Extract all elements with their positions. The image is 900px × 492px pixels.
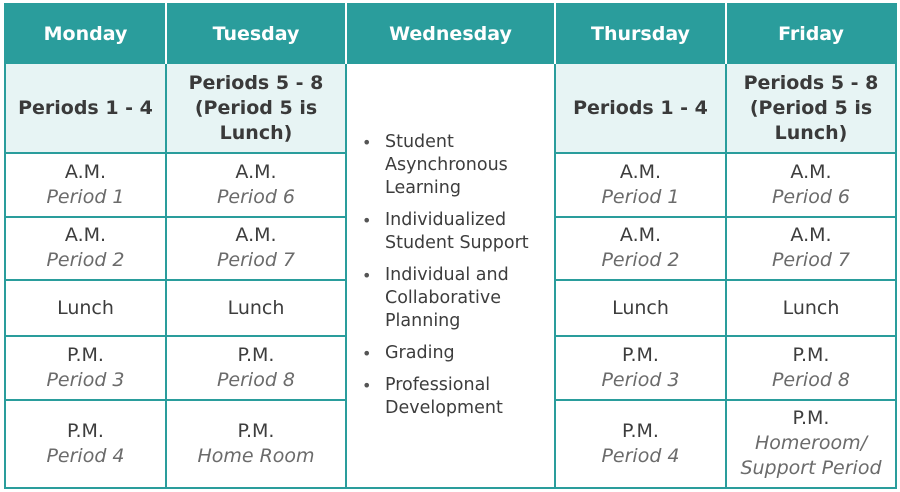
bullet-icon: • xyxy=(362,133,372,152)
schedule-cell: P.M. Home Room xyxy=(166,400,346,488)
schedule-cell: A.M. Period 7 xyxy=(726,217,896,280)
bullet-icon: • xyxy=(362,344,372,363)
bullet-icon: • xyxy=(362,211,372,230)
bullet-icon: • xyxy=(362,376,372,395)
schedule-cell: A.M. Period 7 xyxy=(166,217,346,280)
lunch-cell: Lunch xyxy=(555,280,726,336)
periods-thursday: Periods 1 - 4 xyxy=(555,63,726,153)
wednesday-activity-list xyxy=(355,131,546,420)
day-header-thursday: Thursday xyxy=(555,4,726,63)
schedule-cell: P.M. Period 8 xyxy=(166,336,346,399)
periods-tuesday: Periods 5 - 8 (Period 5 is Lunch) xyxy=(166,63,346,153)
schedule-cell: A.M. Period 2 xyxy=(555,217,726,280)
schedule-cell: A.M. Period 6 xyxy=(726,153,896,216)
list-item: • Grading xyxy=(362,343,455,363)
list-item: • Individualized Student Support xyxy=(362,210,529,253)
schedule-cell: A.M. Period 1 xyxy=(5,153,166,216)
day-header-row xyxy=(5,4,896,63)
schedule-cell: P.M. Period 3 xyxy=(5,336,166,399)
day-header-wednesday: Wednesday xyxy=(346,4,555,63)
schedule-cell: P.M. Period 4 xyxy=(5,400,166,488)
day-header-monday: Monday xyxy=(5,4,166,63)
wednesday-activities xyxy=(346,63,555,488)
schedule-cell: P.M. Period 8 xyxy=(726,336,896,399)
lunch-cell: Lunch xyxy=(726,280,896,336)
day-header-tuesday: Tuesday xyxy=(166,4,346,63)
schedule-cell: A.M. Period 6 xyxy=(166,153,346,216)
periods-friday: Periods 5 - 8 (Period 5 is Lunch) xyxy=(726,63,896,153)
periods-row xyxy=(5,63,896,153)
list-item: • Professional Development xyxy=(362,375,503,418)
schedule-cell: A.M. Period 2 xyxy=(5,217,166,280)
periods-monday: Periods 1 - 4 xyxy=(5,63,166,153)
schedule-cell: P.M. Homeroom/ Support Period xyxy=(726,400,896,488)
bullet-icon: • xyxy=(362,266,372,285)
schedule-cell: A.M. Period 1 xyxy=(555,153,726,216)
day-header-friday: Friday xyxy=(726,4,896,63)
list-item: • Student Asynchronous Learning xyxy=(362,132,508,198)
weekly-schedule-table xyxy=(4,3,897,489)
schedule-cell: P.M. Period 3 xyxy=(555,336,726,399)
schedule-cell: P.M. Period 4 xyxy=(555,400,726,488)
lunch-cell: Lunch xyxy=(166,280,346,336)
list-item: • Individual and Collaborative Planning xyxy=(362,265,509,331)
lunch-cell: Lunch xyxy=(5,280,166,336)
